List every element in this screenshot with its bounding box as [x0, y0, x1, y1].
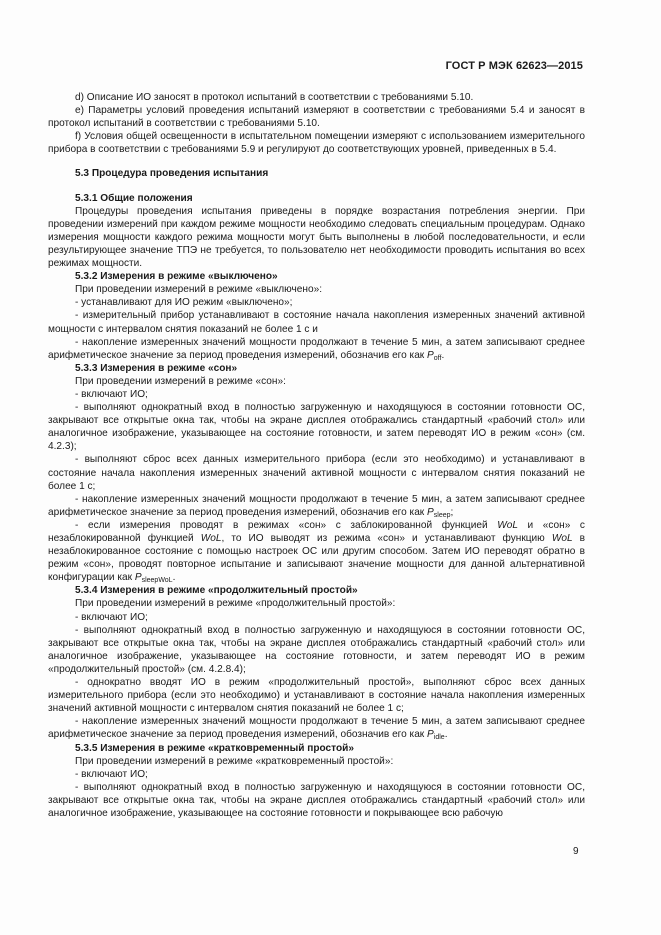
list-item: - однократно вводят ИО в режим «продолжительный простой», выполняют сброс всех данных измерительного прибора (если это необходимо) и устанавливают в состояние начала накопления измеренных значений активной мощности с интервалом снятия показаний не более 1 с;	[48, 677, 585, 715]
list-item: - выполняют однократный вход в полностью загруженную и находящуюся в состоянии готовности ОС, закрывают все открытые окна так, чтобы на экране дисплея отображались стандартный «рабочий стол» или аналогичное изображение, указывающее на состояние готовности и покрывающее всю рабочую	[48, 781, 585, 819]
list-item: - включают ИО;	[75, 388, 148, 400]
list-item: - включают ИО;	[75, 611, 148, 623]
list-item: - накопление измеренных значений мощности продолжают в течение 5 мин, а затем записывают среднее арифметическое значение за период проведения измерений, обозначив его как $P_{sleep}$;	[48, 493, 585, 519]
section-5-3-3-title: 5.3.3 Измерения в режиме «сон»	[75, 362, 238, 374]
section-5-3-1-text: Процедуры проведения испытания приведены в порядке возрастания потребления энергии. При проведении измерений при каждом режиме мощности необходимо следовать специальным процедурам. Однако измерения мощности каждого режима мощности могут быть выполнены в любой последовательности, и если результирующее значение ТПЭ не требуется, то пользователю нет необходимости проводить испытания во всех режимах мощности.	[48, 205, 585, 270]
section-5-3-2-intro: При проведении измерений в режиме «выключено»:	[75, 284, 323, 296]
list-item: - выполняют однократный вход в полностью загруженную и находящуюся в состоянии готовности ОС, закрывают все открытые окна так, чтобы на экране дисплея отображались стандартный «рабочий стол» или аналогичное изображение, указывающее на состояние готовности, и затем переводят ИО в режим «продолжительный простой» (см. 4.2.8.4);	[48, 624, 585, 675]
list-item: - измерительный прибор устанавливают в состояние начала накопления измеренных значений активной мощности с интервалом снятия показаний не более 1 с и	[48, 310, 585, 335]
list-item: - включают ИО;	[75, 768, 148, 780]
page-content	[48, 91, 585, 820]
section-5-3-3-intro: При проведении измерений в режиме «сон»:	[75, 375, 286, 387]
list-item: - выполняют сброс всех данных измерительного прибора (если это необходимо) и устанавливают в состояние начала накопления измеренных значений активной мощности с интервалом снятия показаний не более 1 с;	[48, 454, 585, 492]
section-5-3-2-title: 5.3.2 Измерения в режиме «выключено»	[75, 271, 278, 283]
list-item: - накопление измеренных значений мощности продолжают в течение 5 мин, а затем записывают среднее арифметическое значение за период проведения измерений, обозначив его как $P_{off}$.	[48, 336, 585, 362]
section-5-3-1-title: 5.3.1 Общие положения	[75, 192, 193, 204]
list-item: - накопление измеренных значений мощности продолжают в течение 5 мин, а затем записывают среднее арифметическое значение за период проведения измерений, обозначив его как $P_{idle}$.	[48, 716, 585, 742]
paragraph-f: f) Условия общей освещенности в испытательном помещении измеряют с использованием измерительного прибора в соответствии с требованиями 5.9 и регулируют до соответствующих уровней, приведенных в 5.4.	[48, 131, 585, 156]
standard-header: ГОСТ Р МЭК 62623—2015	[445, 60, 583, 72]
list-item: - выполняют однократный вход в полностью загруженную и находящуюся в состоянии готовности ОС, закрывают все открытые окна так, чтобы на экране дисплея отображались стандартный «рабочий стол» или аналогичное изображение, указывающее на состояние готовности, и затем переводят ИО в режим «сон» (см. 4.2.3);	[48, 402, 585, 453]
paragraph-e: e) Параметры условий проведения испытаний измеряют в соответствии с требованиями 5.4 и заносят в протокол испытаний в соответствии с требованиями 5.10.	[48, 105, 585, 130]
section-5-3-title: 5.3 Процедура проведения испытания	[75, 168, 269, 180]
paragraph-d: d) Описание ИО заносят в протокол испытаний в соответствии с требованиями 5.10.	[75, 92, 474, 103]
section-5-3-5-intro: При проведении измерений в режиме «кратковременный простой»:	[75, 755, 394, 767]
section-5-3-4-title: 5.3.4 Измерения в режиме «продолжительный простой»	[75, 585, 358, 597]
section-5-3-4-intro: При проведении измерений в режиме «продолжительный простой»:	[75, 598, 396, 610]
list-item: - если измерения проводят в режимах «сон» с заблокированной функцией WoL и «сон» с незаблокированной функцией WoL, то ИО выводят из режима «сон» и устанавливают функцию WoL в незаблокированное состояние с помощью настроек ОС или другим способом. Затем ИО переводят обратно в режим «сон», проводят повторное испытание и записывают значение мощности для данной альтернативной конфигурации как $P_{sleepWoL}$.	[48, 519, 585, 585]
section-5-3-5-title: 5.3.5 Измерения в режиме «кратковременный простой»	[75, 742, 354, 754]
list-item: - устанавливают для ИО режим «выключено»;	[75, 297, 293, 309]
page-number: 9	[573, 846, 579, 857]
